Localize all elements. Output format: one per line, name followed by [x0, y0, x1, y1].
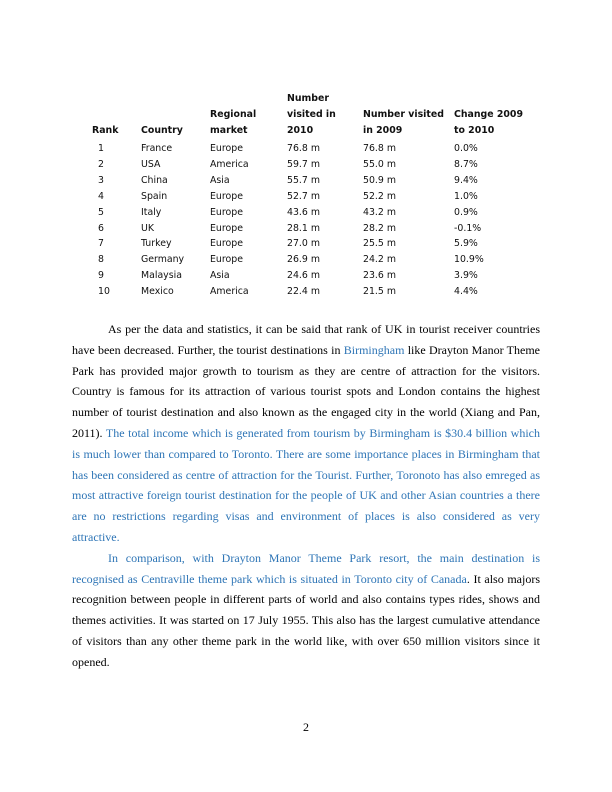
p1-income-sentence: The total income which is generated from tourism by Birmingham is $30.4 billion which is much lower than compared to Toronto.: [72, 425, 541, 461]
cell-country: Spain: [141, 190, 168, 202]
header-visited-2010: Number visited in 2010: [287, 93, 336, 136]
cell-2009: 23.6 m: [363, 270, 396, 282]
cell-rank: 8: [98, 254, 104, 266]
table-row: [92, 268, 530, 284]
cell-rank: 9: [98, 270, 104, 282]
cell-2010: 76.8 m: [287, 143, 320, 154]
cell-2010: 28.1 m: [287, 222, 320, 234]
cell-rank: 1: [98, 143, 104, 154]
header-regional-market: Regional market: [210, 109, 257, 136]
paragraph-1: [72, 319, 540, 548]
table-row: [92, 205, 530, 221]
cell-rank: 10: [98, 286, 110, 298]
table-body: [92, 141, 530, 300]
cell-2010: 59.7 m: [287, 158, 320, 170]
cell-country: UK: [141, 222, 155, 234]
cell-country: Malaysia: [141, 270, 182, 282]
cell-country: USA: [141, 158, 161, 170]
cell-region: Europe: [210, 254, 243, 266]
cell-change: 5.9%: [454, 238, 478, 250]
cell-2010: 26.9 m: [287, 254, 320, 266]
cell-country: Italy: [141, 206, 162, 218]
page-number: 2: [303, 720, 309, 734]
cell-rank: 6: [98, 222, 104, 234]
table-row: [92, 221, 530, 237]
cell-country: France: [141, 143, 173, 154]
cell-region: Asia: [210, 270, 230, 282]
tourism-rank-table: [92, 91, 530, 300]
cell-change: 9.4%: [454, 174, 478, 186]
cell-change: 8.7%: [454, 158, 478, 170]
cell-region: Europe: [210, 143, 243, 154]
cell-2009: 55.0 m: [363, 158, 396, 170]
tourism-table-container: [92, 91, 532, 300]
cell-region: Europe: [210, 206, 243, 218]
cell-change: 3.9%: [454, 270, 478, 282]
cell-2009: 21.5 m: [363, 286, 396, 298]
body-text: [72, 319, 540, 673]
cell-2009: 76.8 m: [363, 143, 396, 154]
table-row: [92, 236, 530, 252]
cell-rank: 3: [98, 174, 104, 186]
cell-rank: 4: [98, 190, 104, 202]
cell-change: 4.4%: [454, 286, 478, 298]
cell-rank: 7: [98, 238, 104, 250]
cell-change: 0.9%: [454, 206, 478, 218]
cell-2009: 28.2 m: [363, 222, 396, 234]
table-header-row: [92, 91, 530, 141]
cell-2009: 52.2 m: [363, 190, 396, 202]
cell-2010: 43.6 m: [287, 206, 320, 218]
table-row: [92, 189, 530, 205]
cell-change: -0.1%: [454, 222, 482, 234]
cell-region: Europe: [210, 238, 243, 250]
table-row: [92, 141, 530, 157]
cell-rank: 2: [98, 158, 104, 170]
cell-region: Asia: [210, 174, 230, 186]
cell-region: America: [210, 286, 249, 298]
table-row: [92, 157, 530, 173]
cell-country: Mexico: [141, 286, 174, 298]
cell-2009: 24.2 m: [363, 254, 396, 266]
cell-2009: 50.9 m: [363, 174, 396, 186]
cell-region: Europe: [210, 190, 243, 202]
cell-2010: 52.7 m: [287, 190, 320, 202]
cell-country: Turkey: [141, 238, 172, 250]
p1-text-2: like Drayton Manor Theme Park has provided major growth to tourism as they are centre of attraction for the visitors. Country is famous for its attraction of various tourist spots and London contains the highest number of tourist destination and also known as the engaged city in the world (Xiang and Pan, 2011).: [72, 342, 540, 440]
header-country: Country: [141, 125, 183, 136]
cell-country: China: [141, 174, 168, 186]
cell-2009: 25.5 m: [363, 238, 396, 250]
cell-2010: 22.4 m: [287, 286, 320, 298]
table-row: [92, 284, 530, 300]
table-row: [92, 173, 530, 189]
p1-places-sentence: There are some importance places in Birmingham that has been considered as centre of attraction for the Tourist. Further, Toronoto has also emreged as most attractive foreign tourist destination for the people of UK and other Asian countries a there are no restrictions regarding visas and environment of places is also considered as very attractive.: [72, 446, 540, 544]
cell-region: America: [210, 158, 249, 170]
cell-region: Europe: [210, 222, 243, 234]
cell-2010: 24.6 m: [287, 270, 320, 282]
cell-2010: 55.7 m: [287, 174, 320, 186]
p2-comparison: In comparison, with Drayton Manor Theme Park resort, the main destination is recognised as Centraville theme park which is situated in Toronto city of Canada: [72, 550, 540, 586]
cell-2010: 27.0 m: [287, 238, 320, 250]
header-change: Change 2009 to 2010: [454, 109, 523, 136]
cell-country: Germany: [141, 254, 185, 266]
header-rank: Rank: [92, 125, 119, 136]
cell-change: 10.9%: [454, 254, 484, 266]
p1-birmingham: Birmingham: [343, 342, 405, 357]
cell-rank: 5: [98, 206, 104, 218]
cell-change: 1.0%: [454, 190, 478, 202]
header-visited-2009: Number visited in 2009: [363, 109, 444, 136]
p2-text: . It also majors recognition between people in different parts of world and also contains types rides, shows and themes activities. It was started on 17 July 1955. This also has the largest cumulative attendance of visitors than any other theme park in the world like, with over 650 million visitors since it opened.: [72, 571, 540, 669]
paragraph-2: [72, 548, 540, 673]
table-row: [92, 252, 530, 268]
cell-change: 0.0%: [454, 143, 478, 154]
p1-text-1: As per the data and statistics, it can be said that rank of UK in tourist receiver countries have been decreased. Further, the tourist destinations in: [72, 322, 540, 357]
cell-2009: 43.2 m: [363, 206, 396, 218]
